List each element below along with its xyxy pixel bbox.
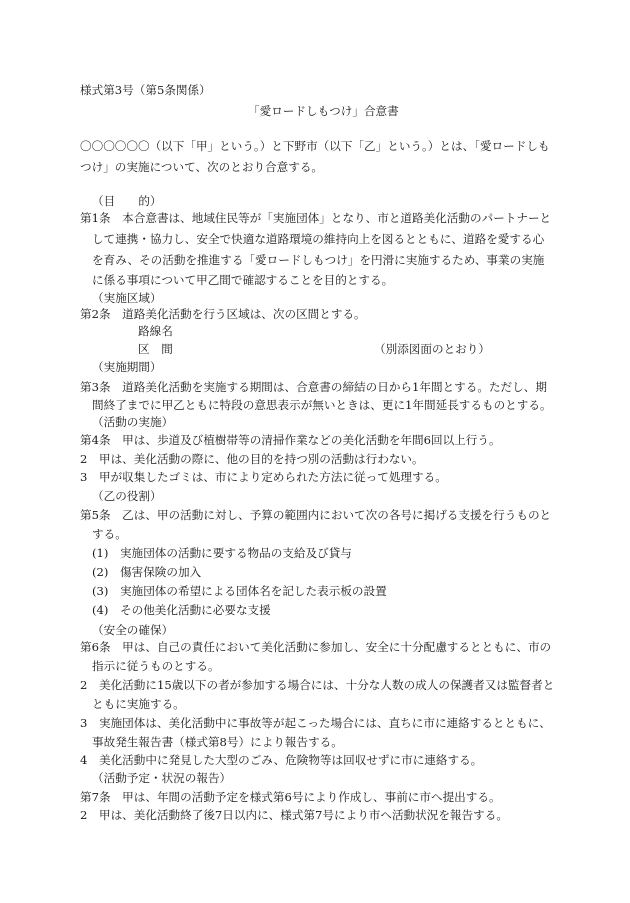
article-6-line: 指示に従うものとする。 <box>92 659 220 673</box>
article-5-line: する。 <box>92 527 127 541</box>
article-5-item: (3) 実施団体の希望による団体名を記した表示板の設置 <box>92 584 387 598</box>
article-2-caption: （実施区域） <box>92 291 162 305</box>
article-1-line: に係る事項について甲乙間で確認することを目的とする。 <box>92 273 394 287</box>
article-7-line: 2 甲は、美化活動終了後7日以内に、様式第7号により市へ活動状況を報告する。 <box>80 808 508 822</box>
article-3-caption: （実施期間） <box>92 360 162 374</box>
article-1-line: 第1条 本合意書は、地域住民等が「実施団体」となり、市と道路美化活動のパートナーと <box>80 211 552 225</box>
article-4-line: 3 甲が収集したゴミは、市により定められた方法に従って処理する。 <box>80 470 447 484</box>
article-5-item: (1) 実施団体の活動に要する物品の支給及び貸与 <box>92 546 352 560</box>
article-6-line: 事故発生報告書（様式第8号）により報告する。 <box>92 735 343 749</box>
article-4-caption: （活動の実施） <box>92 415 174 429</box>
section-note: （別添図面のとおり） <box>374 342 490 356</box>
article-1-line: して連携・協力し、安全で快適な道路環境の維持向上を図るとともに、道路を愛する心 <box>92 232 545 246</box>
article-6-line: 第6条 甲は、自己の責任において美化活動に参加し、安全に十分配慮するとともに、市の <box>80 640 552 654</box>
section-label: 区 間 <box>138 342 173 356</box>
article-5-item: (2) 傷害保険の加入 <box>92 565 202 579</box>
article-5-line: 第5条 乙は、甲の活動に対し、予算の範囲内において次の各号に掲げる支援を行うものと <box>80 508 552 522</box>
article-6-caption: （安全の確保） <box>92 623 174 637</box>
form-number: 様式第3号（第5条関係） <box>80 83 211 97</box>
article-3-line: 第3条 道路美化活動を実施する期間は、合意書の締結の日から1年間とする。ただし、期 <box>80 380 547 394</box>
article-1-line: を育み、その活動を推進する「愛ロードしもつけ」を円滑に実施するため、事業の実施 <box>92 253 545 267</box>
route-name-label: 路線名 <box>138 324 173 338</box>
article-7-caption: （活動予定・状況の報告） <box>92 771 232 785</box>
article-4-line: 第4条 甲は、歩道及び植樹帯等の清掃作業などの美化活動を年間6回以上行う。 <box>80 433 501 447</box>
article-6-line: 4 美化活動中に発見した大型のごみ、危険物等は回収せずに市に連絡する。 <box>80 753 483 767</box>
article-1-caption: （目 的） <box>92 194 162 208</box>
preamble-line: つけ」の実施について、次のとおり合意する。 <box>80 160 324 174</box>
article-5-caption: （乙の役割） <box>92 489 162 503</box>
article-7-line: 第7条 甲は、年間の活動予定を様式第6号により作成し、事前に市へ提出する。 <box>80 790 501 804</box>
preamble-line: 〇〇〇〇〇〇（以下「甲」という。）と下野市（以下「乙」という。）とは、「愛ロードしも <box>80 139 550 153</box>
article-5-item: (4) その他美化活動に必要な支援 <box>92 603 271 617</box>
article-3-line: 間終了までに甲乙ともに特段の意思表示が無いときは、更に1年間延長するものとする。 <box>92 398 552 412</box>
article-4-line: 2 甲は、美化活動の際に、他の目的を持つ別の活動は行わない。 <box>80 452 424 466</box>
article-6-line: 2 美化活動に15歳以下の者が参加する場合には、十分な人数の成人の保護者又は監督者と <box>80 678 555 692</box>
article-2-line: 第2条 道路美化活動を行う区域は、次の区間とする。 <box>80 307 366 321</box>
article-6-line: ともに実施する。 <box>92 697 185 711</box>
document-title: 「愛ロードしもつけ」合意書 <box>248 104 399 118</box>
article-6-line: 3 実施団体は、美化活動中に事故等が起こった場合には、直ちに市に連絡するとともに、 <box>80 716 551 730</box>
